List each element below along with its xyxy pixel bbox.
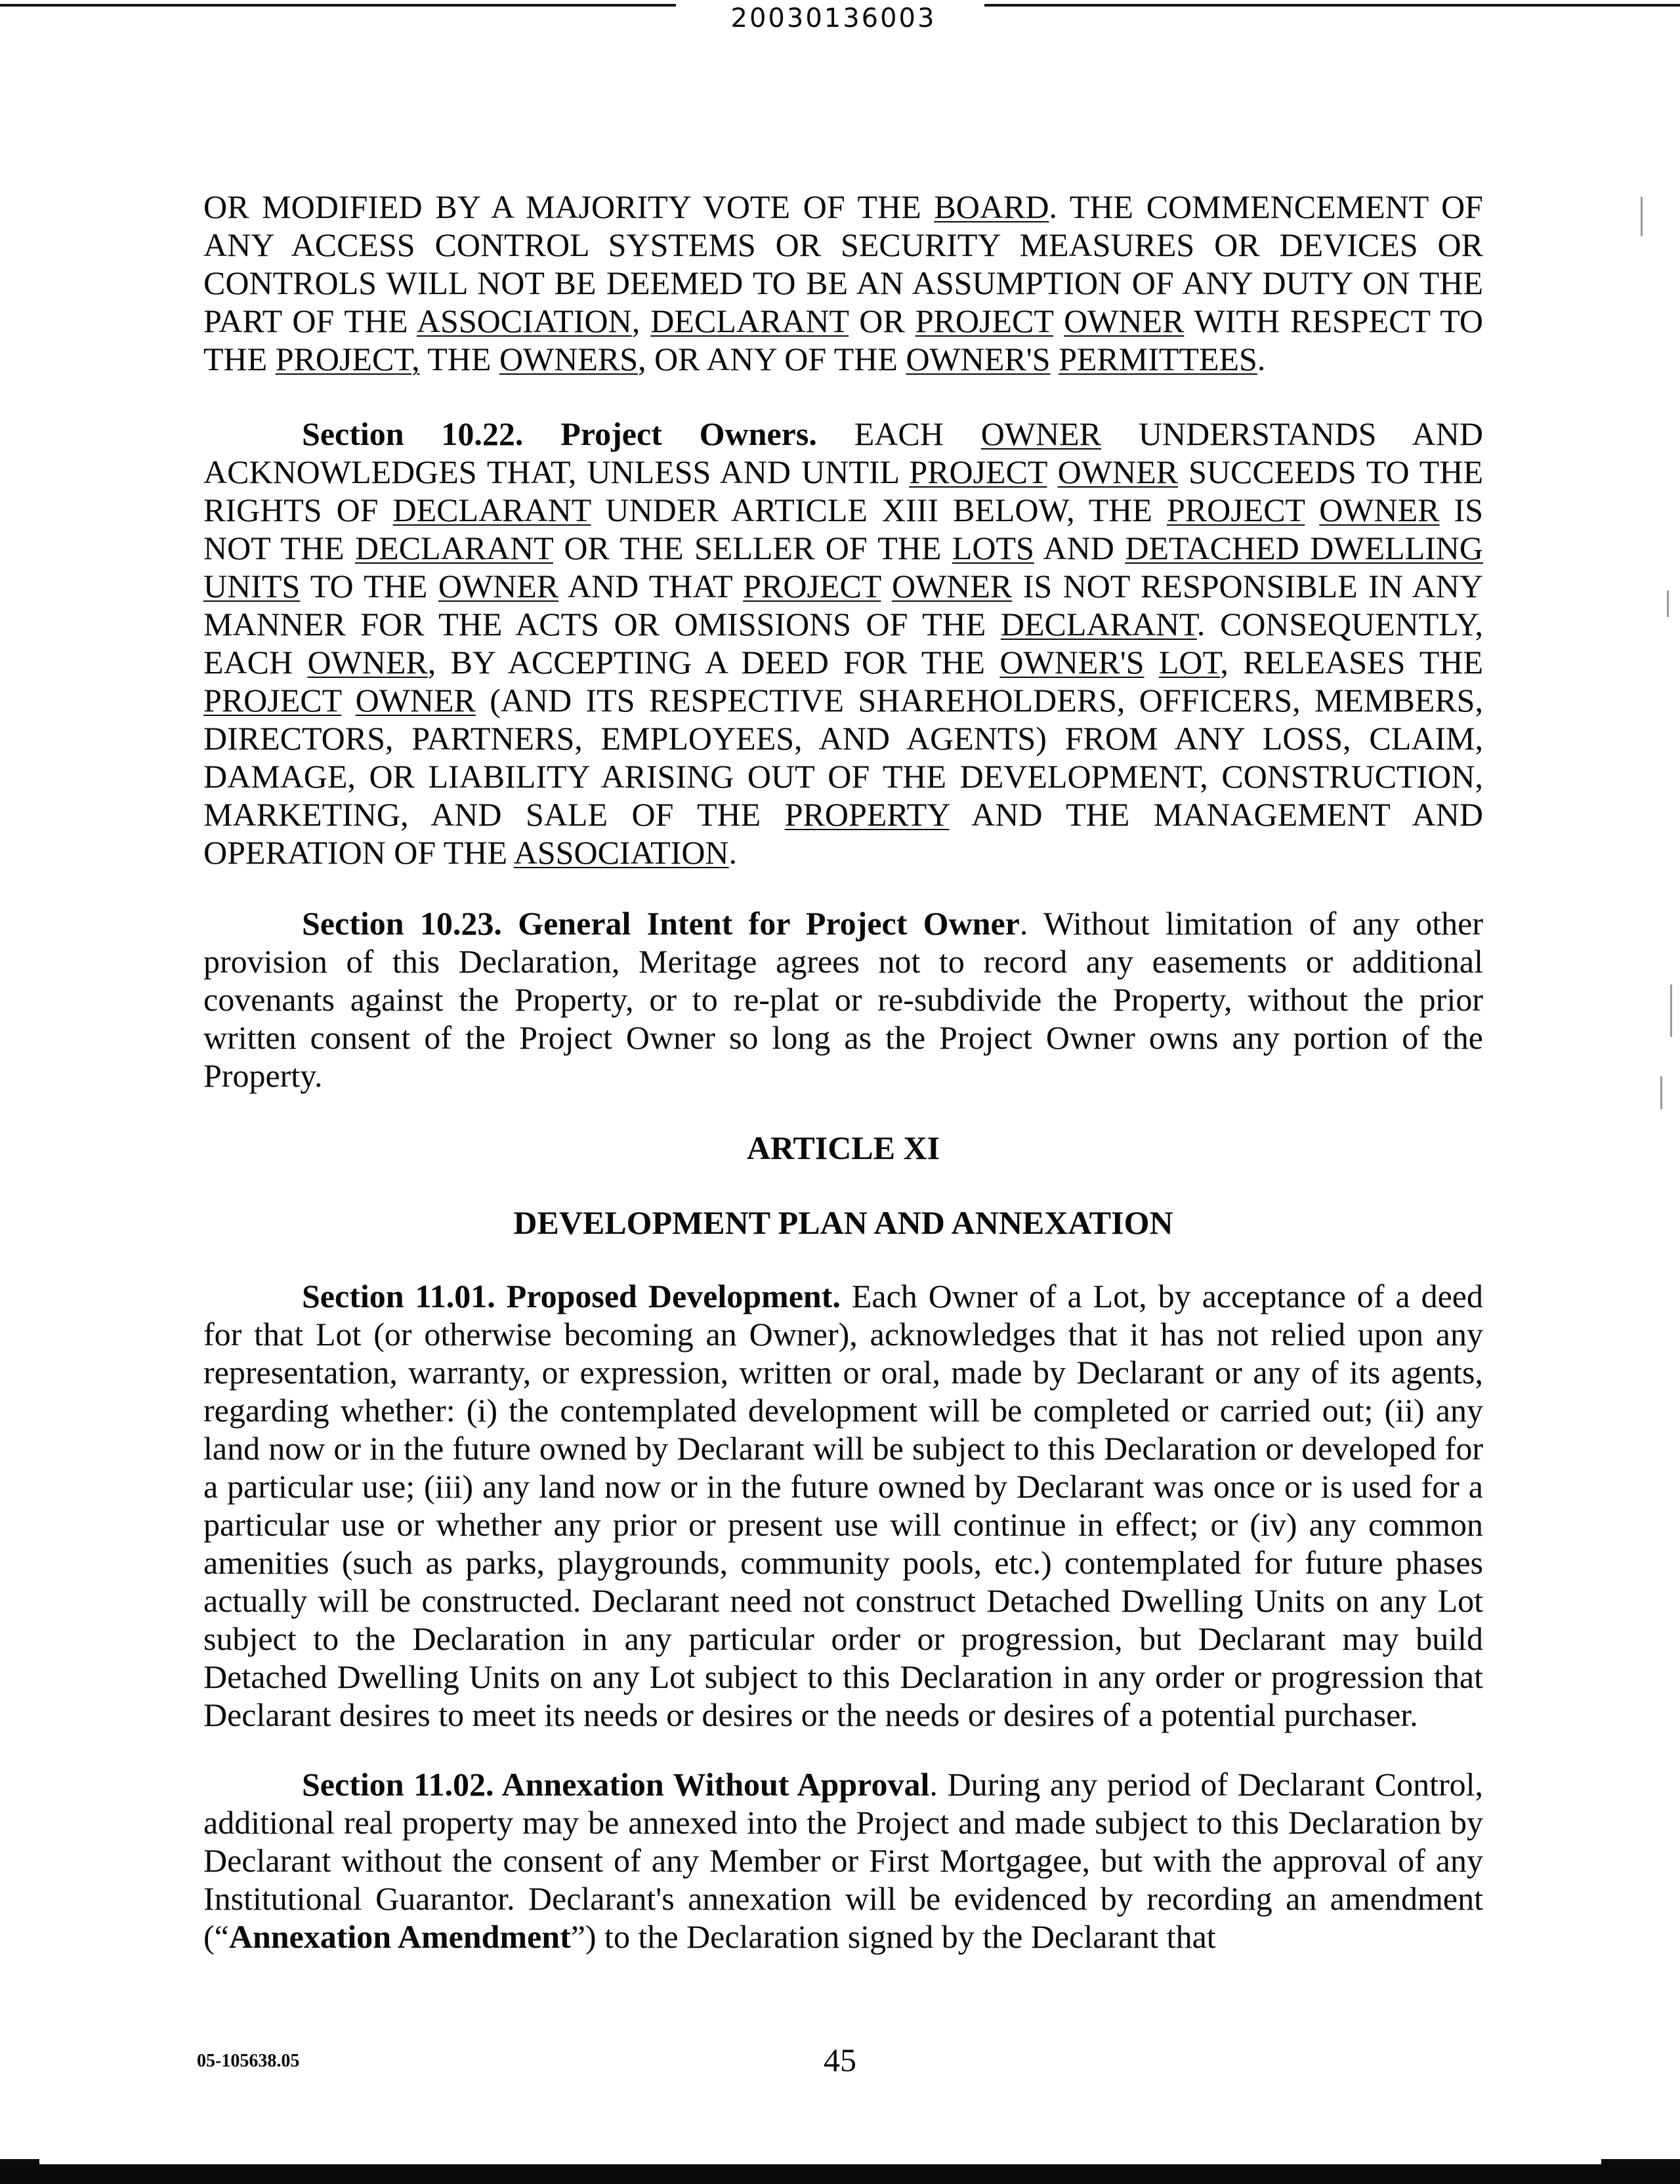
- section-heading: Section 11.01. Proposed Development.: [302, 1278, 841, 1314]
- document-number: 20030136003: [730, 3, 936, 33]
- defined-term: Annexation Amendment: [228, 1918, 571, 1955]
- paragraph-text: OR MODIFIED BY A MAJORITY VOTE OF THE BOARD. THE COMMENCEMENT OF ANY ACCESS CONTROL SYSTEMS OR SECURITY MEASURES OR DEVICES OR CONTROLS WILL NOT BE DEEMED TO BE AN ASSUMPTION OF ANY DUTY ON THE PART OF THE ASSOCIATION, DECLARANT OR PROJECT OWNER WITH RESPECT TO THE PROJECT, THE OWNERS, OR ANY OF THE OWNER'S PERMITTEES.: [203, 188, 1484, 377]
- section-10-23: [203, 904, 1483, 1095]
- scan-bottom-band-gap: [39, 2159, 1601, 2164]
- section-paragraph: Section 11.01. Proposed Development. Each Owner of a Lot, by acceptance of a deed for that Lot (or otherwise becoming an Owner), acknowledges that it has not relied upon any representation, warranty, or expression, written or oral, made by Declarant or any of its agents, regarding whether: (i) the contemplated development will be completed or carried out; (ii) any land now or in the future owned by Declarant will be subject to this Declaration or developed for a particular use; (iii) any land now or in the future owned by Declarant was once or is used for a particular use or whether any prior or present use will continue in effect; or (iv) any common amenities (such as parks, playgrounds, community pools, etc.) contemplated for future phases actually will be constructed. Declarant need not construct Detached Dwelling Units on any Lot subject to the Declaration in any particular order or progression, but Declarant may build Detached Dwelling Units on any Lot subject to this Declaration in any order or progression that Declarant desires to meet its needs or desires or the needs or desires of a potential purchaser.: [203, 1278, 1484, 1733]
- scan-speck: [1670, 984, 1672, 1037]
- section-11-02: [203, 1765, 1483, 1956]
- section-heading: Section 10.22. Project Owners.: [302, 415, 817, 452]
- section-heading: Section 10.23. General Intent for Project Owner: [302, 905, 1020, 942]
- section-paragraph: Section 10.22. Project Owners. EACH OWNER UNDERSTANDS AND ACKNOWLEDGES THAT, UNLESS AND UNTIL PROJECT OWNER SUCCEEDS TO THE RIGHTS OF DECLARANT UNDER ARTICLE XIII BELOW, THE PROJECT OWNER IS NOT THE DECLARANT OR THE SELLER OF THE LOTS AND DETACHED DWELLING UNITS TO THE OWNER AND THAT PROJECT OWNER IS NOT RESPONSIBLE IN ANY MANNER FOR THE ACTS OR OMISSIONS OF THE DECLARANT. CONSEQUENTLY, EACH OWNER, BY ACCEPTING A DEED FOR THE OWNER'S LOT, RELEASES THE PROJECT OWNER (AND ITS RESPECTIVE SHAREHOLDERS, OFFICERS, MEMBERS, DIRECTORS, PARTNERS, EMPLOYEES, AND AGENTS) FROM ANY LOSS, CLAIM, DAMAGE, OR LIABILITY ARISING OUT OF THE DEVELOPMENT, CONSTRUCTION, MARKETING, AND SALE OF THE PROPERTY AND THE MANAGEMENT AND OPERATION OF THE ASSOCIATION.: [203, 415, 1484, 871]
- footer-document-code: 05-105638.05: [197, 2051, 300, 2071]
- article-subtitle: DEVELOPMENT PLAN AND ANNEXATION: [513, 1204, 1173, 1241]
- section-paragraph: Section 11.02. Annexation Without Approval. During any period of Declarant Control, additional real property may be annexed into the Project and made subject to this Declaration by Declarant without the consent of any Member or First Mortgagee, but with the approval of any Institutional Guarantor. Declarant's annexation will be evidenced by recording an amendment (“Annexation Amendment”) to the Declaration signed by the Declarant that: [203, 1766, 1484, 1955]
- scan-speck: [1641, 197, 1643, 236]
- section-11-01: [203, 1277, 1483, 1734]
- scan-speck: [1667, 591, 1669, 617]
- section-heading: Section 11.02. Annexation Without Approval: [302, 1766, 930, 1803]
- article-title: ARTICLE XI: [746, 1129, 940, 1166]
- section-paragraph: Section 10.23. General Intent for Project Owner. Without limitation of any other provision of this Declaration, Meritage agrees not to record any easements or additional covenants against the Property, or to re-plat or re-subdivide the Property, without the prior written consent of the Project Owner so long as the Project Owner owns any portion of the Property.: [203, 905, 1483, 1094]
- paragraph-continuation: [203, 188, 1483, 378]
- page-number: 45: [824, 2042, 856, 2078]
- scan-speck: [1660, 1076, 1662, 1109]
- scan-top-rule-right: [984, 4, 1680, 7]
- scan-top-rule-left: [0, 4, 676, 7]
- section-10-22: [203, 415, 1483, 872]
